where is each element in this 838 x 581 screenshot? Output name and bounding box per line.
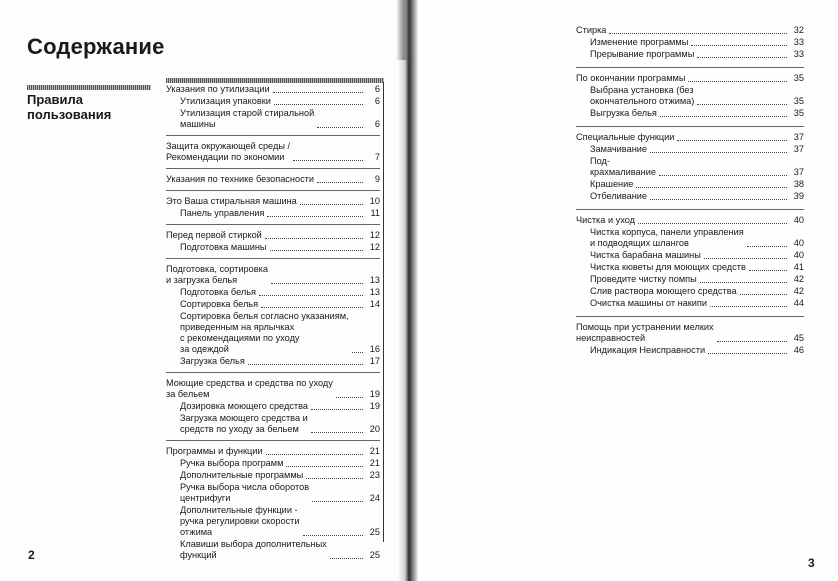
toc-entry[interactable] bbox=[576, 227, 804, 249]
toc-entry-text: Ручка выбора программ bbox=[180, 458, 284, 468]
leader-dots bbox=[303, 535, 363, 536]
toc-entry[interactable] bbox=[576, 37, 804, 48]
leader-dots bbox=[259, 295, 363, 296]
leader-dots bbox=[270, 250, 363, 251]
toc-group bbox=[576, 67, 804, 119]
leader-dots bbox=[710, 306, 787, 307]
toc-right bbox=[576, 25, 804, 357]
toc-entry-text: Проведите чистку помпы bbox=[590, 274, 697, 284]
toc-entry-page: 35 bbox=[793, 73, 804, 83]
toc-entry-page: 44 bbox=[793, 298, 804, 308]
toc-entry[interactable] bbox=[166, 141, 380, 163]
toc-entry[interactable] bbox=[576, 108, 804, 119]
toc-entry-page: 37 bbox=[793, 167, 804, 177]
toc-entry[interactable] bbox=[576, 132, 804, 143]
toc-entry-page: 9 bbox=[374, 174, 380, 184]
toc-entry[interactable] bbox=[576, 215, 804, 226]
leader-dots bbox=[636, 187, 787, 188]
leader-dots bbox=[311, 432, 363, 433]
toc-entry[interactable] bbox=[166, 108, 380, 130]
toc-entry[interactable] bbox=[576, 179, 804, 190]
leader-dots bbox=[691, 45, 787, 46]
leader-dots bbox=[704, 258, 787, 259]
leader-dots bbox=[317, 127, 363, 128]
toc-entry-page: 19 bbox=[369, 389, 380, 399]
toc-entry[interactable] bbox=[166, 505, 380, 538]
toc-entry[interactable] bbox=[166, 208, 380, 219]
leader-dots bbox=[650, 152, 787, 153]
toc-entry-text: Утилизация упаковки bbox=[180, 96, 271, 106]
toc-entry-page: 16 bbox=[369, 344, 380, 354]
toc-entry-page: 6 bbox=[374, 119, 380, 129]
leader-dots bbox=[311, 409, 363, 410]
toc-group bbox=[166, 190, 380, 219]
toc-entry-page: 14 bbox=[369, 299, 380, 309]
toc-entry-text: Под- крахмаливание bbox=[590, 156, 656, 177]
toc-entry-text: Замачивание bbox=[590, 144, 648, 154]
leader-dots bbox=[248, 364, 363, 365]
toc-group bbox=[576, 25, 804, 60]
toc-entry[interactable] bbox=[166, 264, 380, 286]
toc-entry[interactable] bbox=[576, 144, 804, 155]
leader-dots bbox=[352, 352, 363, 353]
toc-entry-text: Это Ваша стиральная машина bbox=[166, 196, 297, 206]
toc-entry-text: Подготовка белья bbox=[180, 287, 256, 297]
toc-entry-page: 23 bbox=[369, 470, 380, 480]
leader-dots bbox=[273, 92, 363, 93]
toc-group bbox=[576, 126, 804, 202]
toc-entry-page: 13 bbox=[369, 287, 380, 297]
leader-dots bbox=[700, 282, 787, 283]
leader-dots bbox=[660, 116, 787, 117]
toc-entry-text: Панель управления bbox=[180, 208, 265, 218]
toc-entry[interactable] bbox=[166, 287, 380, 298]
toc-entry[interactable] bbox=[166, 84, 380, 95]
toc-entry-page: 40 bbox=[793, 215, 804, 225]
toc-entry-text: Чистка корпуса, панели управления и подводящих шлангов bbox=[590, 227, 744, 248]
toc-entry-page: 40 bbox=[793, 238, 804, 248]
toc-entry-page: 37 bbox=[793, 144, 804, 154]
toc-entry-page: 10 bbox=[369, 196, 380, 206]
toc-entry-text: Указания по технике безопасности bbox=[166, 174, 315, 184]
toc-entry-text: Подготовка, сортировка и загрузка белья bbox=[166, 264, 268, 285]
leader-dots bbox=[330, 558, 363, 559]
toc-group bbox=[166, 440, 380, 561]
leader-dots bbox=[740, 294, 787, 295]
page-number-left: 2 bbox=[28, 548, 35, 562]
toc-entry[interactable] bbox=[576, 322, 804, 344]
toc-entry-text: Слив раствора моющего средства bbox=[590, 286, 737, 296]
toc-group bbox=[166, 168, 380, 185]
toc-entry[interactable] bbox=[576, 85, 804, 107]
toc-entry[interactable] bbox=[576, 25, 804, 36]
toc-entry-text: Очистка машины от накипи bbox=[590, 298, 708, 308]
toc-entry-page: 12 bbox=[369, 230, 380, 240]
toc-entry-text: Дополнительные функции - ручка регулировки скорости отжима bbox=[180, 505, 300, 537]
leader-dots bbox=[271, 283, 363, 284]
toc-entry-page: 21 bbox=[369, 446, 380, 456]
leader-dots bbox=[312, 501, 363, 502]
toc-entry-page: 33 bbox=[793, 49, 804, 59]
toc-entry-text: Указания по утилизации bbox=[166, 84, 270, 94]
toc-entry-page: 17 bbox=[369, 356, 380, 366]
gutter-shadow bbox=[396, 0, 412, 60]
leader-dots bbox=[688, 81, 787, 82]
leader-dots bbox=[336, 397, 363, 398]
toc-entry-text: Крашение bbox=[590, 179, 634, 189]
toc-entry-page: 41 bbox=[793, 262, 804, 272]
toc-entry-page: 33 bbox=[793, 37, 804, 47]
toc-entry-text: Ручка выбора числа оборотов центрифуги bbox=[180, 482, 310, 503]
toc-entry-page: 42 bbox=[793, 286, 804, 296]
leader-dots bbox=[609, 33, 787, 34]
toc-group bbox=[576, 209, 804, 309]
toc-group bbox=[166, 84, 380, 130]
toc-entry-text: Специальные функции bbox=[576, 132, 675, 142]
toc-entry-page: 12 bbox=[369, 242, 380, 252]
toc-entry-text: Индикация Неисправности bbox=[590, 345, 706, 355]
toc-group bbox=[166, 258, 380, 367]
toc-entry-text: Выгрузка белья bbox=[590, 108, 657, 118]
toc-entry[interactable] bbox=[166, 311, 380, 355]
leader-dots bbox=[267, 216, 363, 217]
toc-entry-text: Помощь при устранении мелких неисправностей bbox=[576, 322, 714, 343]
toc-entry-text: Клавиши выбора дополнительных функций bbox=[180, 539, 327, 560]
leader-dots bbox=[261, 307, 363, 308]
toc-entry[interactable] bbox=[166, 539, 380, 561]
toc-entry-text: Моющие средства и средства по уходу за бельем bbox=[166, 378, 333, 399]
toc-entry[interactable] bbox=[576, 250, 804, 261]
page-number-right: 3 bbox=[808, 556, 815, 570]
toc-entry[interactable] bbox=[576, 73, 804, 84]
page-title: Содержание bbox=[27, 34, 165, 59]
toc-group bbox=[166, 224, 380, 253]
leader-dots bbox=[650, 199, 787, 200]
toc-entry[interactable] bbox=[166, 356, 380, 367]
toc-entry-page: 35 bbox=[793, 96, 804, 106]
toc-entry-text: Выбрана установка (без окончательного отжима) bbox=[590, 85, 695, 106]
leader-dots bbox=[638, 223, 787, 224]
toc-left bbox=[166, 84, 380, 562]
leader-dots bbox=[697, 104, 787, 105]
toc-entry-page: 20 bbox=[369, 424, 380, 434]
toc-entry-text: Загрузка белья bbox=[180, 356, 245, 366]
toc-entry[interactable] bbox=[166, 230, 380, 241]
toc-entry-page: 24 bbox=[369, 493, 380, 503]
leader-dots bbox=[300, 204, 363, 205]
toc-entry-text: Дозировка моющего средства bbox=[180, 401, 309, 411]
toc-entry-text: По окончании программы bbox=[576, 73, 686, 83]
toc-entry-page: 35 bbox=[793, 108, 804, 118]
toc-entry-page: 7 bbox=[374, 152, 380, 162]
leader-dots bbox=[659, 175, 787, 176]
section-title: Правила пользования bbox=[27, 92, 112, 122]
toc-entry[interactable] bbox=[576, 156, 804, 178]
book-gutter bbox=[398, 0, 418, 581]
leader-dots bbox=[717, 341, 787, 342]
leader-dots bbox=[265, 238, 363, 239]
leader-dots bbox=[286, 466, 363, 467]
leader-dots bbox=[317, 182, 363, 183]
toc-entry-text: Сортировка белья bbox=[180, 299, 259, 309]
toc-entry-page: 39 bbox=[793, 191, 804, 201]
toc-entry-text: Подготовка машины bbox=[180, 242, 267, 252]
toc-entry-text: Изменение программы bbox=[590, 37, 689, 47]
toc-entry-page: 46 bbox=[793, 345, 804, 355]
toc-entry[interactable] bbox=[576, 274, 804, 285]
toc-entry[interactable] bbox=[166, 299, 380, 310]
toc-entry-page: 37 bbox=[793, 132, 804, 142]
toc-entry-page: 42 bbox=[793, 274, 804, 284]
leader-dots bbox=[747, 246, 787, 247]
toc-entry-text: Утилизация старой стиральной машины bbox=[180, 108, 315, 129]
toc-entry[interactable] bbox=[576, 262, 804, 273]
toc-entry-text: Чистка барабана машины bbox=[590, 250, 701, 260]
toc-entry[interactable] bbox=[166, 242, 380, 253]
leader-dots bbox=[677, 140, 787, 141]
toc-entry-page: 6 bbox=[374, 84, 380, 94]
toc-entry[interactable] bbox=[166, 446, 380, 457]
toc-entry[interactable] bbox=[576, 298, 804, 309]
toc-entry[interactable] bbox=[576, 286, 804, 297]
toc-entry-text: Отбеливание bbox=[590, 191, 648, 201]
toc-entry-page: 19 bbox=[369, 401, 380, 411]
toc-entry[interactable] bbox=[166, 458, 380, 469]
toc-entry[interactable] bbox=[576, 191, 804, 202]
toc-entry[interactable] bbox=[166, 196, 380, 207]
toc-entry[interactable] bbox=[576, 345, 804, 356]
toc-group bbox=[166, 372, 380, 435]
toc-entry-page: 45 bbox=[793, 333, 804, 343]
toc-rule bbox=[166, 78, 384, 83]
section-rule bbox=[27, 85, 151, 90]
leader-dots bbox=[293, 160, 363, 161]
leader-dots bbox=[306, 478, 363, 479]
toc-entry-page: 21 bbox=[369, 458, 380, 468]
toc-entry-page: 6 bbox=[374, 96, 380, 106]
toc-entry[interactable] bbox=[166, 174, 380, 185]
toc-entry-text: Загрузка моющего средства и средств по уходу за бельем bbox=[180, 413, 308, 434]
toc-entry-text: Дополнительные программы bbox=[180, 470, 304, 480]
toc-entry[interactable] bbox=[576, 49, 804, 60]
toc-entry[interactable] bbox=[166, 482, 380, 504]
toc-entry-page: 11 bbox=[370, 208, 380, 218]
toc-group bbox=[166, 135, 380, 163]
column-divider bbox=[383, 82, 384, 542]
toc-entry[interactable] bbox=[166, 470, 380, 481]
leader-dots bbox=[708, 353, 787, 354]
toc-entry-text: Чистка и уход bbox=[576, 215, 635, 225]
toc-entry[interactable] bbox=[166, 413, 380, 435]
toc-entry-page: 25 bbox=[369, 550, 380, 560]
toc-entry-page: 25 bbox=[369, 527, 380, 537]
toc-entry-text: Прерывание программы bbox=[590, 49, 695, 59]
toc-group bbox=[576, 316, 804, 356]
toc-entry-text: Защита окружающей среды / Рекомендации по экономии bbox=[166, 141, 291, 162]
leader-dots bbox=[749, 270, 787, 271]
toc-entry-text: Чистка кюветы для моющих средств bbox=[590, 262, 746, 272]
toc-entry-page: 13 bbox=[369, 275, 380, 285]
toc-entry-page: 38 bbox=[793, 179, 804, 189]
toc-entry[interactable] bbox=[166, 378, 380, 400]
leader-dots bbox=[697, 57, 787, 58]
toc-entry-page: 40 bbox=[793, 250, 804, 260]
toc-entry-page: 32 bbox=[793, 25, 804, 35]
toc-entry-text: Стирка bbox=[576, 25, 607, 35]
toc-entry-text: Перед первой стиркой bbox=[166, 230, 262, 240]
toc-entry[interactable] bbox=[166, 401, 380, 412]
toc-entry-text: Сортировка белья согласно указаниям, приведенным на ярлычках с рекомендациями по уходу за одеждой bbox=[180, 311, 349, 354]
toc-entry[interactable] bbox=[166, 96, 380, 107]
toc-entry-text: Программы и функции bbox=[166, 446, 263, 456]
leader-dots bbox=[266, 454, 363, 455]
leader-dots bbox=[274, 104, 363, 105]
